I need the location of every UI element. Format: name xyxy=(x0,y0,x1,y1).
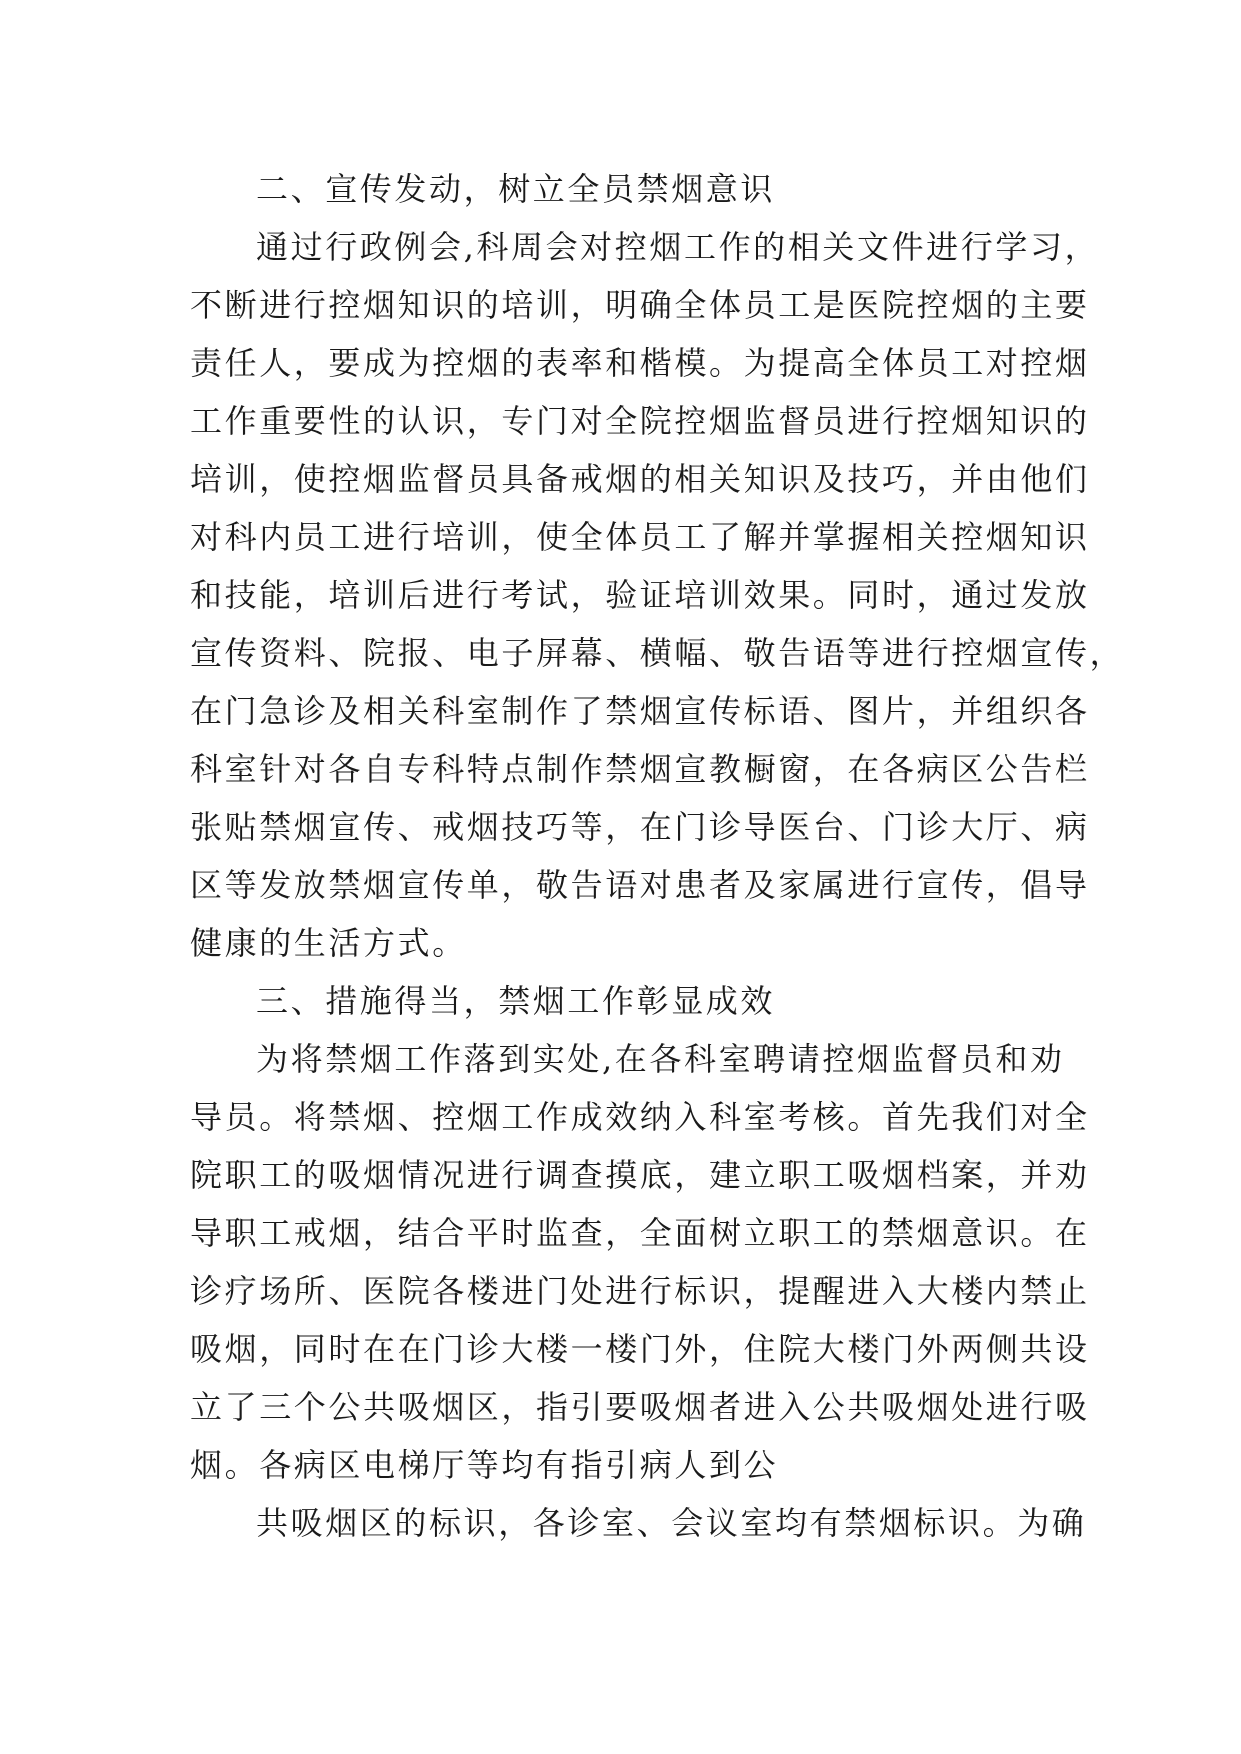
paragraph-start-line: 通过行政例会,科周会对控烟工作的相关文件进行学习， xyxy=(256,228,1100,266)
text-line: 责任人，要成为控烟的表率和楷模。为提高全体员工对控烟 xyxy=(190,344,1090,382)
text-line: 工作重要性的认识，专门对全院控烟监督员进行控烟知识的 xyxy=(190,402,1090,440)
text-line: 院职工的吸烟情况进行调查摸底，建立职工吸烟档案，并劝 xyxy=(190,1156,1090,1194)
text-line: 科室针对各自专科特点制作禁烟宣教橱窗，在各病区公告栏 xyxy=(190,750,1090,788)
text-line: 导员。将禁烟、控烟工作成效纳入科室考核。首先我们对全 xyxy=(190,1098,1090,1136)
text-line: 诊疗场所、医院各楼进门处进行标识，提醒进入大楼内禁止 xyxy=(190,1272,1090,1310)
text-line: 在门急诊及相关科室制作了禁烟宣传标语、图片，并组织各 xyxy=(190,692,1090,730)
text-line: 健康的生活方式。 xyxy=(190,924,467,962)
text-line: 不断进行控烟知识的培训，明确全体员工是医院控烟的主要 xyxy=(190,286,1090,324)
paragraph-start-line: 二、宣传发动，树立全员禁烟意识 xyxy=(256,170,776,208)
text-line: 区等发放禁烟宣传单，敬告语对患者及家属进行宣传，倡导 xyxy=(190,866,1090,904)
text-line: 对科内员工进行培训，使全体员工了解并掌握相关控烟知识 xyxy=(190,518,1090,556)
text-line: 吸烟，同时在在门诊大楼一楼门外，住院大楼门外两侧共设 xyxy=(190,1330,1090,1368)
paragraph-start-line: 三、措施得当，禁烟工作彰显成效 xyxy=(256,982,776,1020)
text-line: 宣传资料、院报、电子屏幕、横幅、敬告语等进行控烟宣传， xyxy=(190,634,1125,672)
text-line: 烟。各病区电梯厅等均有指引病人到公 xyxy=(190,1446,779,1484)
paragraph-start-line: 为将禁烟工作落到实处,在各科室聘请控烟监督员和劝 xyxy=(256,1040,1065,1078)
paragraph-start-line: 共吸烟区的标识，各诊室、会议室均有禁烟标识。为确 xyxy=(256,1504,1087,1542)
text-line: 培训，使控烟监督员具备戒烟的相关知识及技巧，并由他们 xyxy=(190,460,1090,498)
text-line: 和技能，培训后进行考试，验证培训效果。同时，通过发放 xyxy=(190,576,1090,614)
text-line: 张贴禁烟宣传、戒烟技巧等，在门诊导医台、门诊大厅、病 xyxy=(190,808,1090,846)
document-body xyxy=(190,160,1125,1552)
text-line: 立了三个公共吸烟区，指引要吸烟者进入公共吸烟处进行吸 xyxy=(190,1388,1090,1426)
text-line: 导职工戒烟，结合平时监查，全面树立职工的禁烟意识。在 xyxy=(190,1214,1090,1252)
